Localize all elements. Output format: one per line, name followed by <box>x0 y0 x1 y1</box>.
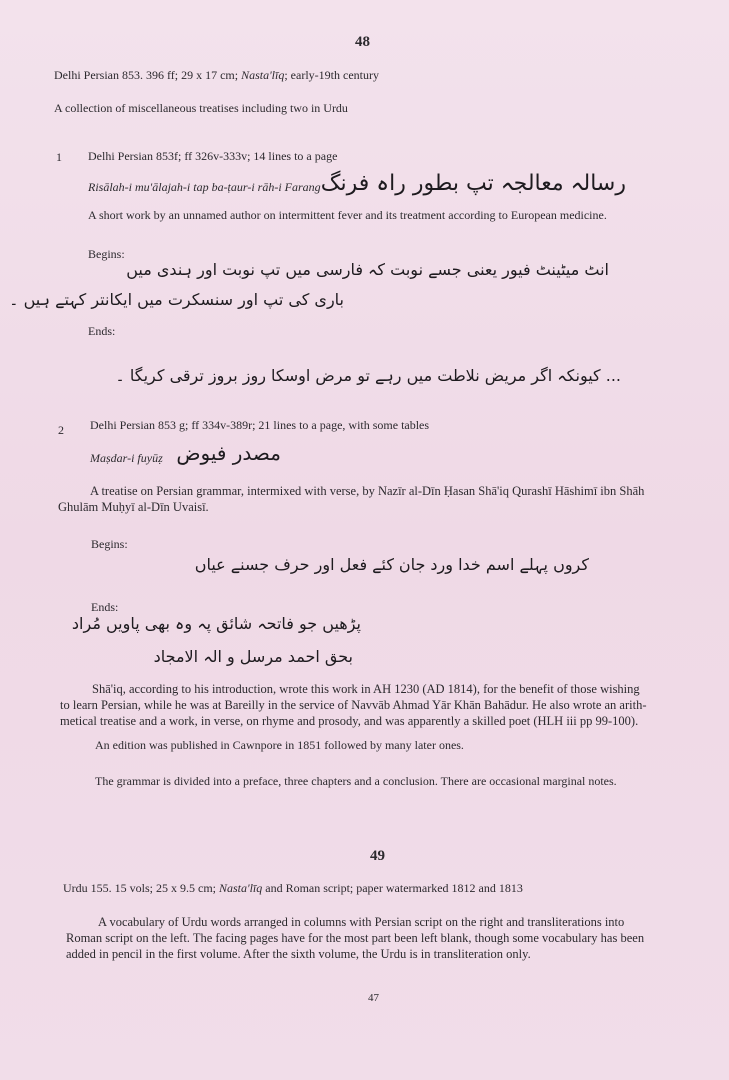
item-2-edition-note: An edition was published in Cawnpore in 1851 followed by many later ones. <box>95 738 464 752</box>
entry-number-49: 49 <box>370 848 385 864</box>
entry-48-summary: A collection of miscellaneous treatises including two in Urdu <box>54 101 348 115</box>
page-number: 47 <box>368 992 379 1004</box>
item-2-ends-label: Ends: <box>91 600 119 614</box>
item-1-begins-urdu-line-2: باری کی تپ اور سنسکرت میں ایکانتر کہتے ہیں ۔ <box>9 290 344 309</box>
entry-49-header: Urdu 155. 15 vols; 25 x 9.5 cm; Nasta'līq and Roman script; paper watermarked 1812 and 1813 <box>63 881 523 895</box>
item-2-title-urdu: مصدر فیوض <box>176 441 281 465</box>
entry-48-header: Delhi Persian 853. 396 ff; 29 x 17 cm; Nasta'līq; early-19th century <box>54 68 379 82</box>
item-2-index: 2 <box>58 423 64 437</box>
entry-49-description: A vocabulary of Urdu words arranged in columns with Persian script on the right and transliterations into Roman script on the left. The facing pages have for the most part been left blank, though some vocabulary has been added in pencil in the first volume. After the sixth volume, the Urdu is in transliteration only. <box>66 915 645 961</box>
item-2-ends-urdu-line-1: پڑھیں جو فاتحہ شائق پہ وہ بھی پاویں مُراد <box>71 614 361 633</box>
item-1-reference: Delhi Persian 853f; ff 326v-333v; 14 lines to a page <box>88 149 338 163</box>
item-2-reference: Delhi Persian 853 g; ff 334v-389r; 21 lines to a page, with some tables <box>90 418 430 432</box>
item-2-begins-urdu-right: کروں پہلے اسم خدا ورد جان <box>398 555 589 574</box>
item-1-ends-label: Ends: <box>88 324 116 338</box>
item-1-description: A short work by an unnamed author on intermittent fever and its treatment according to European medicine. <box>88 208 607 222</box>
item-2-notes: Shā'iq, according to his introduction, wrote this work in AH 1230 (AD 1814), for the benefit of those wishing to learn Persian, while he was at Bareilly in the service of Navvāb Ahmad Yār Khān Bahādur. He also wrote an arith- metical treatise and a work, in verse, on rhyme and prosody, and was apparently a skilled poet (HLH iii pp 99-100). <box>60 682 647 728</box>
item-1-index: 1 <box>56 150 62 164</box>
item-2-grammar-note: The grammar is divided into a preface, three chapters and a conclusion. There are occasional marginal notes. <box>95 774 617 788</box>
item-2-begins-label: Begins: <box>91 537 128 551</box>
entry-number-48: 48 <box>355 34 370 50</box>
item-2-ends-urdu-line-2: بحق احمد مرسل و الہ الامجاد <box>153 647 353 666</box>
item-2-begins-urdu-left: کئے فعل اور حرف جسنے عیاں <box>194 555 394 574</box>
item-1-ends-urdu: ... کیونکہ اگر مریض نلاطت میں رہے تو مرض اوسکا روز بروز ترقی کریگا ۔ <box>115 366 621 385</box>
item-2-title-translit: Maṣdar-i fuyūẓ <box>90 451 163 465</box>
item-1-begins-urdu-line-1: انٹ میٹینٹ فیور یعنی جسے نوبت کہ فارسی میں تپ نوبت اور ہندی میں <box>126 260 609 279</box>
item-1-begins-label: Begins: <box>88 247 125 261</box>
item-1-title-urdu: رسالہ معالجہ تپ بطور راہ فرنگ <box>320 171 626 196</box>
item-2-description: A treatise on Persian grammar, intermixed with verse, by Nazīr al-Dīn Ḥasan Shā'iq Qurashī Hāshimī ibn Shāh Ghulām Muḥyī al-Dīn Uvaisī. <box>58 484 645 514</box>
item-1-title-translit: Risālah-i mu'ālajah-i tap ba-ṭaur-i rāh-i Farang <box>88 180 321 194</box>
